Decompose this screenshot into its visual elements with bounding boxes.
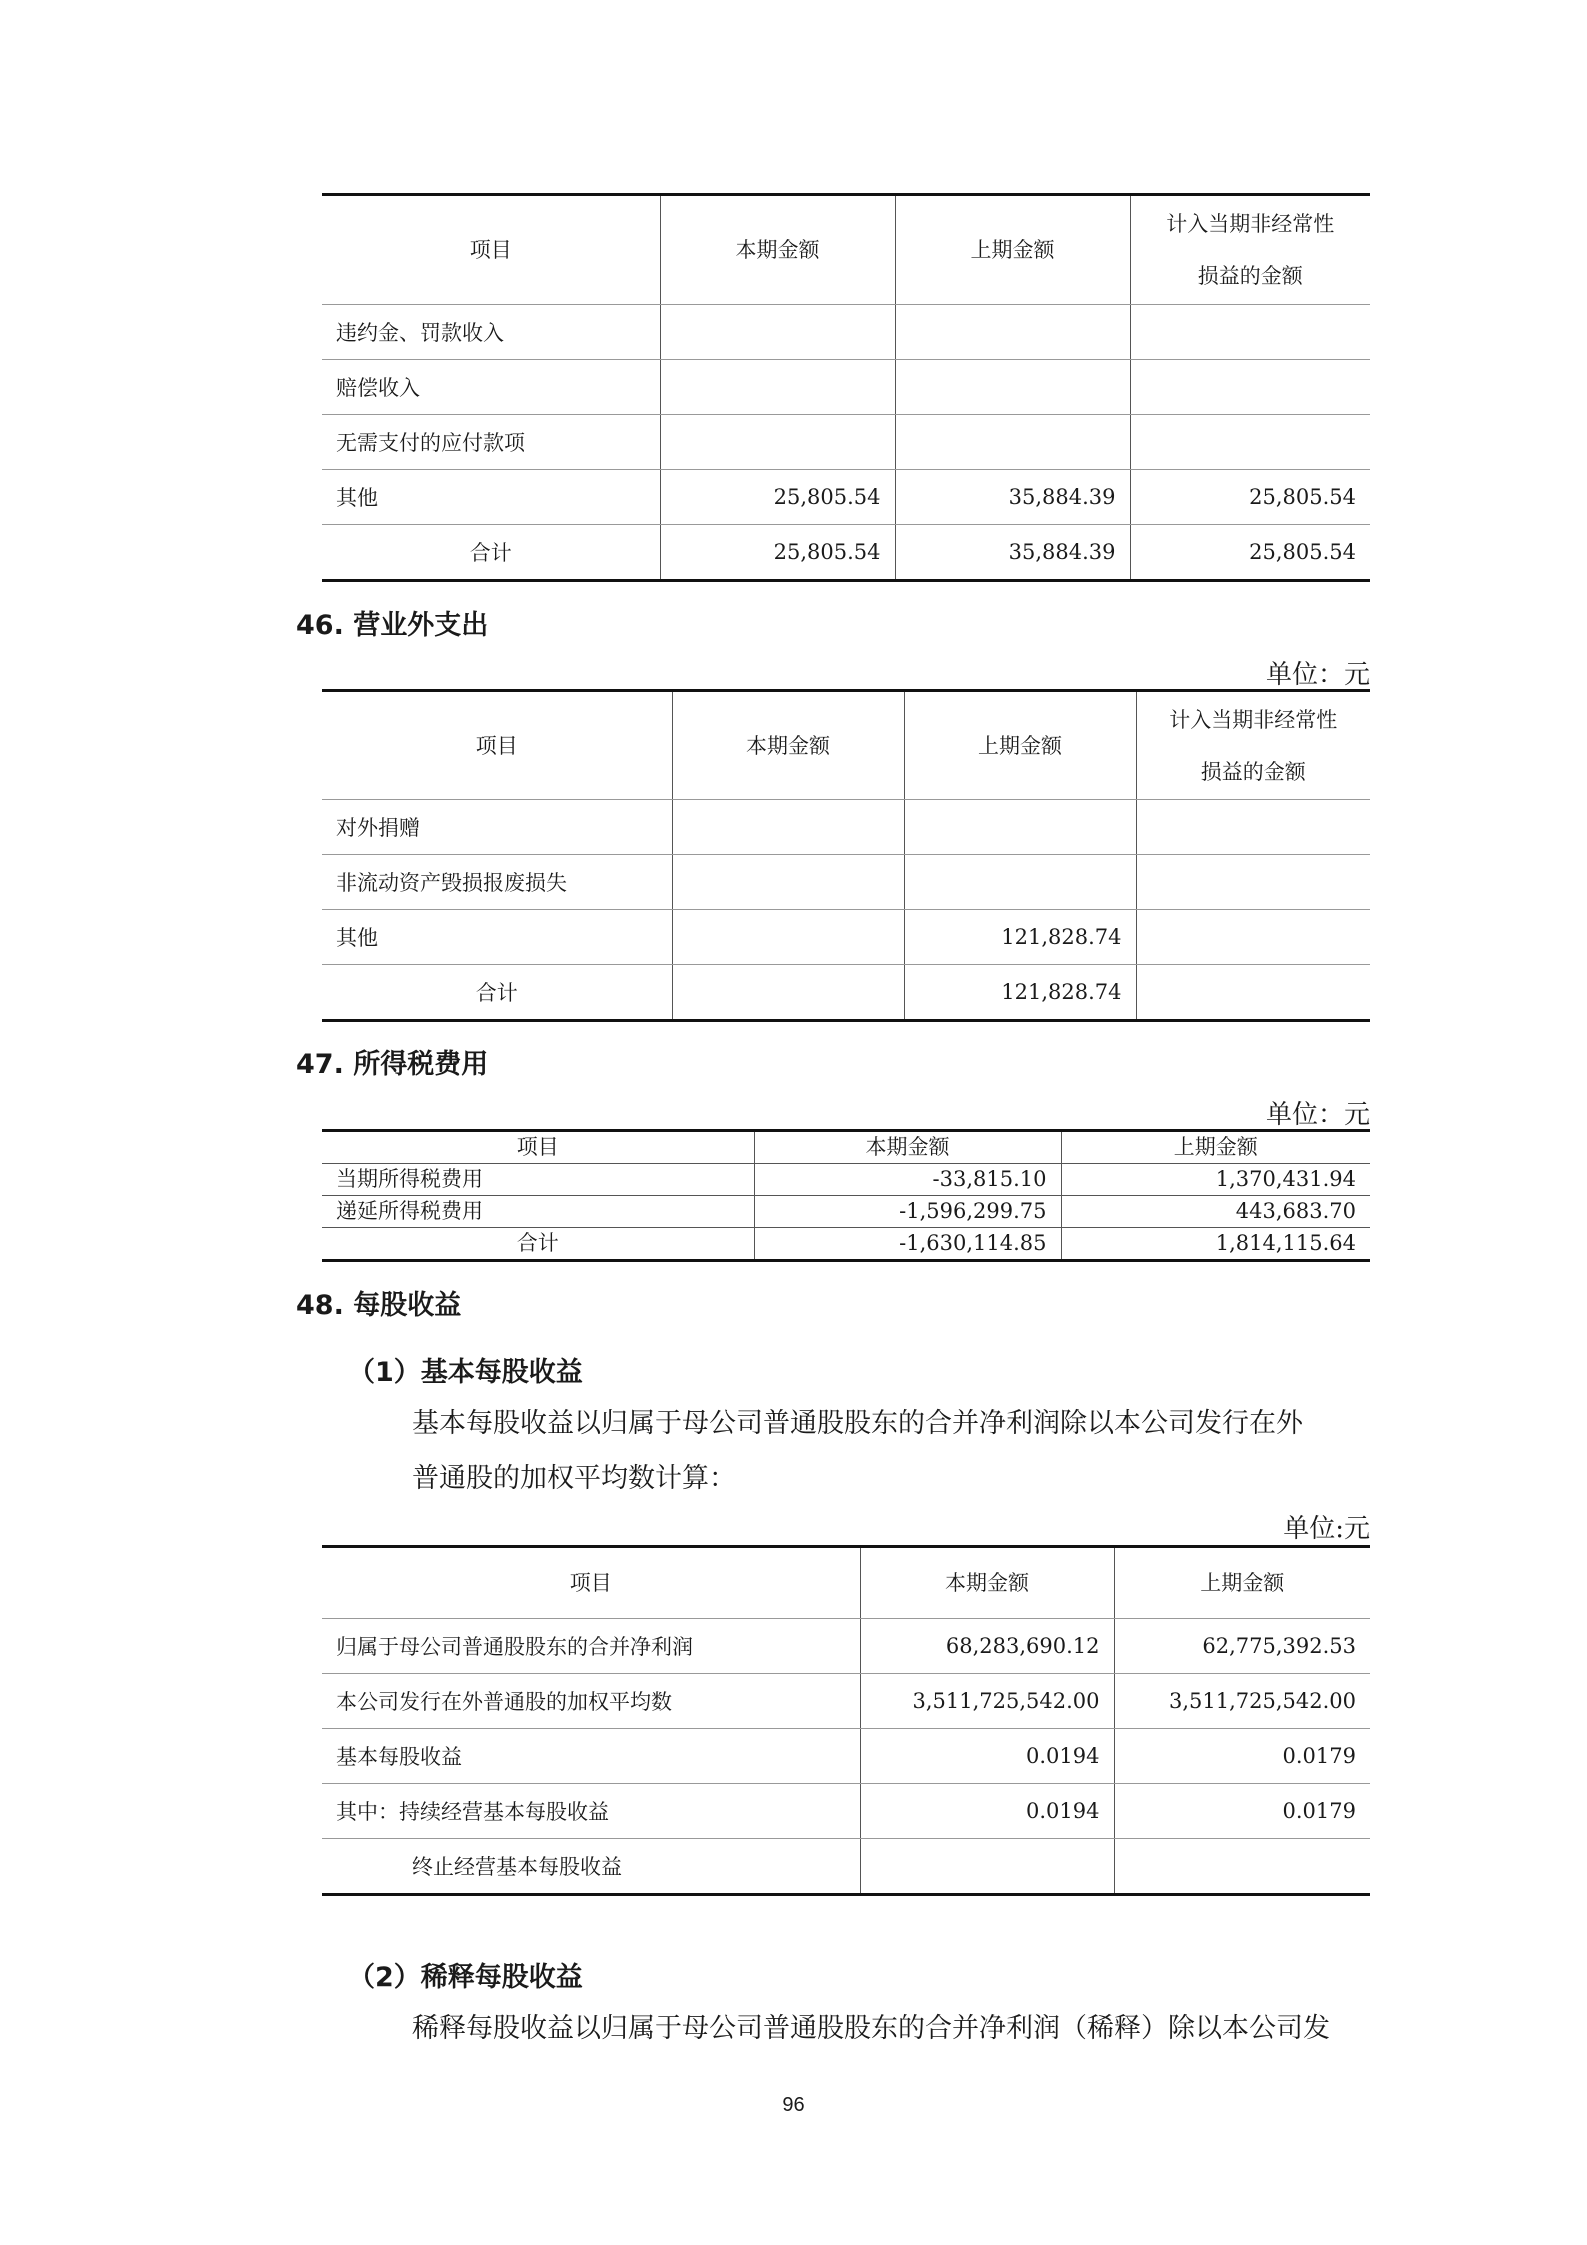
header-nonrecurring-line2: 损益的金额 [1197, 264, 1303, 288]
row-item: 对外捐赠 [322, 800, 672, 855]
row-item: 无需支付的应付款项 [322, 415, 660, 470]
table-total-row [322, 1228, 1370, 1261]
row-current: -33,815.10 [754, 1164, 1061, 1196]
row-previous: 1,814,115.64 [1061, 1228, 1370, 1261]
table-header-row [322, 1131, 1370, 1164]
row-current [860, 1839, 1114, 1895]
row-item: 其他 [322, 470, 660, 525]
table-row [322, 360, 1370, 415]
row-previous: 121,828.74 [904, 910, 1136, 965]
row-nonrecurring [1136, 965, 1370, 1021]
row-previous: 443,683.70 [1061, 1196, 1370, 1228]
table-47 [322, 1129, 1370, 1262]
row-previous [904, 855, 1136, 910]
row-item: 本公司发行在外普通股的加权平均数 [322, 1674, 860, 1729]
table-45 [322, 193, 1370, 582]
table-row [322, 1674, 1370, 1729]
row-current: 68,283,690.12 [860, 1619, 1114, 1674]
table-row [322, 415, 1370, 470]
row-item: 合计 [475, 981, 518, 1005]
table-row [322, 1784, 1370, 1839]
row-previous: 62,775,392.53 [1114, 1619, 1370, 1674]
table-47-container [322, 1129, 1370, 1262]
row-current [672, 800, 904, 855]
header-previous: 上期金额 [1061, 1131, 1370, 1164]
table-total-row [322, 525, 1370, 581]
table-total-row [322, 965, 1370, 1021]
row-previous [895, 415, 1130, 470]
section-48-sub1: （1）基本每股收益 [348, 1357, 583, 1388]
row-item: 归属于母公司普通股股东的合并净利润 [322, 1619, 860, 1674]
row-previous: 1,370,431.94 [1061, 1164, 1370, 1196]
section-47-title: 47. 所得税费用 [296, 1049, 489, 1080]
row-item: 合计 [516, 1231, 559, 1255]
header-previous: 上期金额 [1114, 1547, 1370, 1619]
header-previous: 上期金额 [895, 195, 1130, 305]
row-item: 非流动资产毁损报废损失 [322, 855, 672, 910]
section-48-para1-line1: 基本每股收益以归属于母公司普通股股东的合并净利润除以本公司发行在外 [412, 1408, 1303, 1439]
table-header-row [322, 1547, 1370, 1619]
row-previous [1114, 1839, 1370, 1895]
header-current: 本期金额 [754, 1131, 1061, 1164]
header-nonrecurring [1136, 691, 1370, 800]
table-row [322, 305, 1370, 360]
table-45-container [322, 193, 1370, 582]
row-item: 违约金、罚款收入 [322, 305, 660, 360]
row-current: -1,596,299.75 [754, 1196, 1061, 1228]
row-nonrecurring [1136, 910, 1370, 965]
row-item: 合计 [469, 541, 512, 565]
table-row [322, 855, 1370, 910]
table-header-row [322, 691, 1370, 800]
table-header-row [322, 195, 1370, 305]
row-current: 0.0194 [860, 1784, 1114, 1839]
row-previous: 0.0179 [1114, 1729, 1370, 1784]
header-current: 本期金额 [660, 195, 895, 305]
row-current: 0.0194 [860, 1729, 1114, 1784]
header-previous: 上期金额 [904, 691, 1136, 800]
section-48-para2-line1: 稀释每股收益以归属于母公司普通股股东的合并净利润（稀释）除以本公司发 [412, 2013, 1330, 2044]
page-number: 96 [782, 2094, 805, 2116]
row-current: 25,805.54 [660, 525, 895, 581]
header-item: 项目 [322, 1131, 754, 1164]
header-current: 本期金额 [860, 1547, 1114, 1619]
row-nonrecurring [1136, 800, 1370, 855]
row-item: 其中：持续经营基本每股收益 [322, 1784, 860, 1839]
row-current: -1,630,114.85 [754, 1228, 1061, 1261]
row-nonrecurring: 25,805.54 [1130, 470, 1370, 525]
row-nonrecurring [1136, 855, 1370, 910]
row-current [672, 855, 904, 910]
row-current [672, 965, 904, 1021]
table-row [322, 1839, 1370, 1895]
table-row [322, 1164, 1370, 1196]
row-current: 25,805.54 [660, 470, 895, 525]
row-current [660, 305, 895, 360]
section-48-para1-line2: 普通股的加权平均数计算： [412, 1463, 736, 1494]
row-item: 递延所得税费用 [322, 1196, 754, 1228]
row-previous: 0.0179 [1114, 1784, 1370, 1839]
section-46-unit: 单位：元 [1265, 660, 1370, 690]
row-current [660, 415, 895, 470]
section-46-title: 46. 营业外支出 [296, 610, 489, 641]
table-row [322, 1196, 1370, 1228]
header-nonrecurring-line2: 损益的金额 [1200, 759, 1306, 784]
table-row [322, 1619, 1370, 1674]
row-previous [895, 360, 1130, 415]
section-47-unit: 单位：元 [1265, 1100, 1370, 1130]
header-item: 项目 [322, 1547, 860, 1619]
row-item: 终止经营基本每股收益 [412, 1855, 622, 1879]
row-nonrecurring [1130, 305, 1370, 360]
header-nonrecurring [1130, 195, 1370, 305]
row-nonrecurring: 25,805.54 [1130, 525, 1370, 581]
table-48-container [322, 1545, 1370, 1896]
table-48 [322, 1545, 1370, 1896]
row-previous: 3,511,725,542.00 [1114, 1674, 1370, 1729]
row-nonrecurring [1130, 360, 1370, 415]
section-48-unit: 单位:元 [1283, 1514, 1370, 1544]
table-row [322, 470, 1370, 525]
row-previous: 35,884.39 [895, 470, 1130, 525]
row-current [672, 910, 904, 965]
header-item: 项目 [322, 195, 660, 305]
row-item: 当期所得税费用 [322, 1164, 754, 1196]
section-48-sub2: （2）稀释每股收益 [348, 1962, 583, 1993]
table-row [322, 800, 1370, 855]
header-current: 本期金额 [672, 691, 904, 800]
table-row [322, 910, 1370, 965]
header-nonrecurring-line1: 计入当期非经常性 [1169, 707, 1338, 732]
header-item: 项目 [322, 691, 672, 800]
row-item: 赔偿收入 [322, 360, 660, 415]
row-current: 3,511,725,542.00 [860, 1674, 1114, 1729]
section-48-title: 48. 每股收益 [296, 1290, 462, 1321]
row-previous [895, 305, 1130, 360]
row-previous [904, 800, 1136, 855]
row-item: 基本每股收益 [322, 1729, 860, 1784]
row-previous: 121,828.74 [904, 965, 1136, 1021]
row-current [660, 360, 895, 415]
row-previous: 35,884.39 [895, 525, 1130, 581]
row-nonrecurring [1130, 415, 1370, 470]
table-row [322, 1729, 1370, 1784]
table-46 [322, 689, 1370, 1022]
header-nonrecurring-line1: 计入当期非经常性 [1166, 212, 1335, 236]
row-item: 其他 [322, 910, 672, 965]
table-46-container [322, 689, 1370, 1022]
